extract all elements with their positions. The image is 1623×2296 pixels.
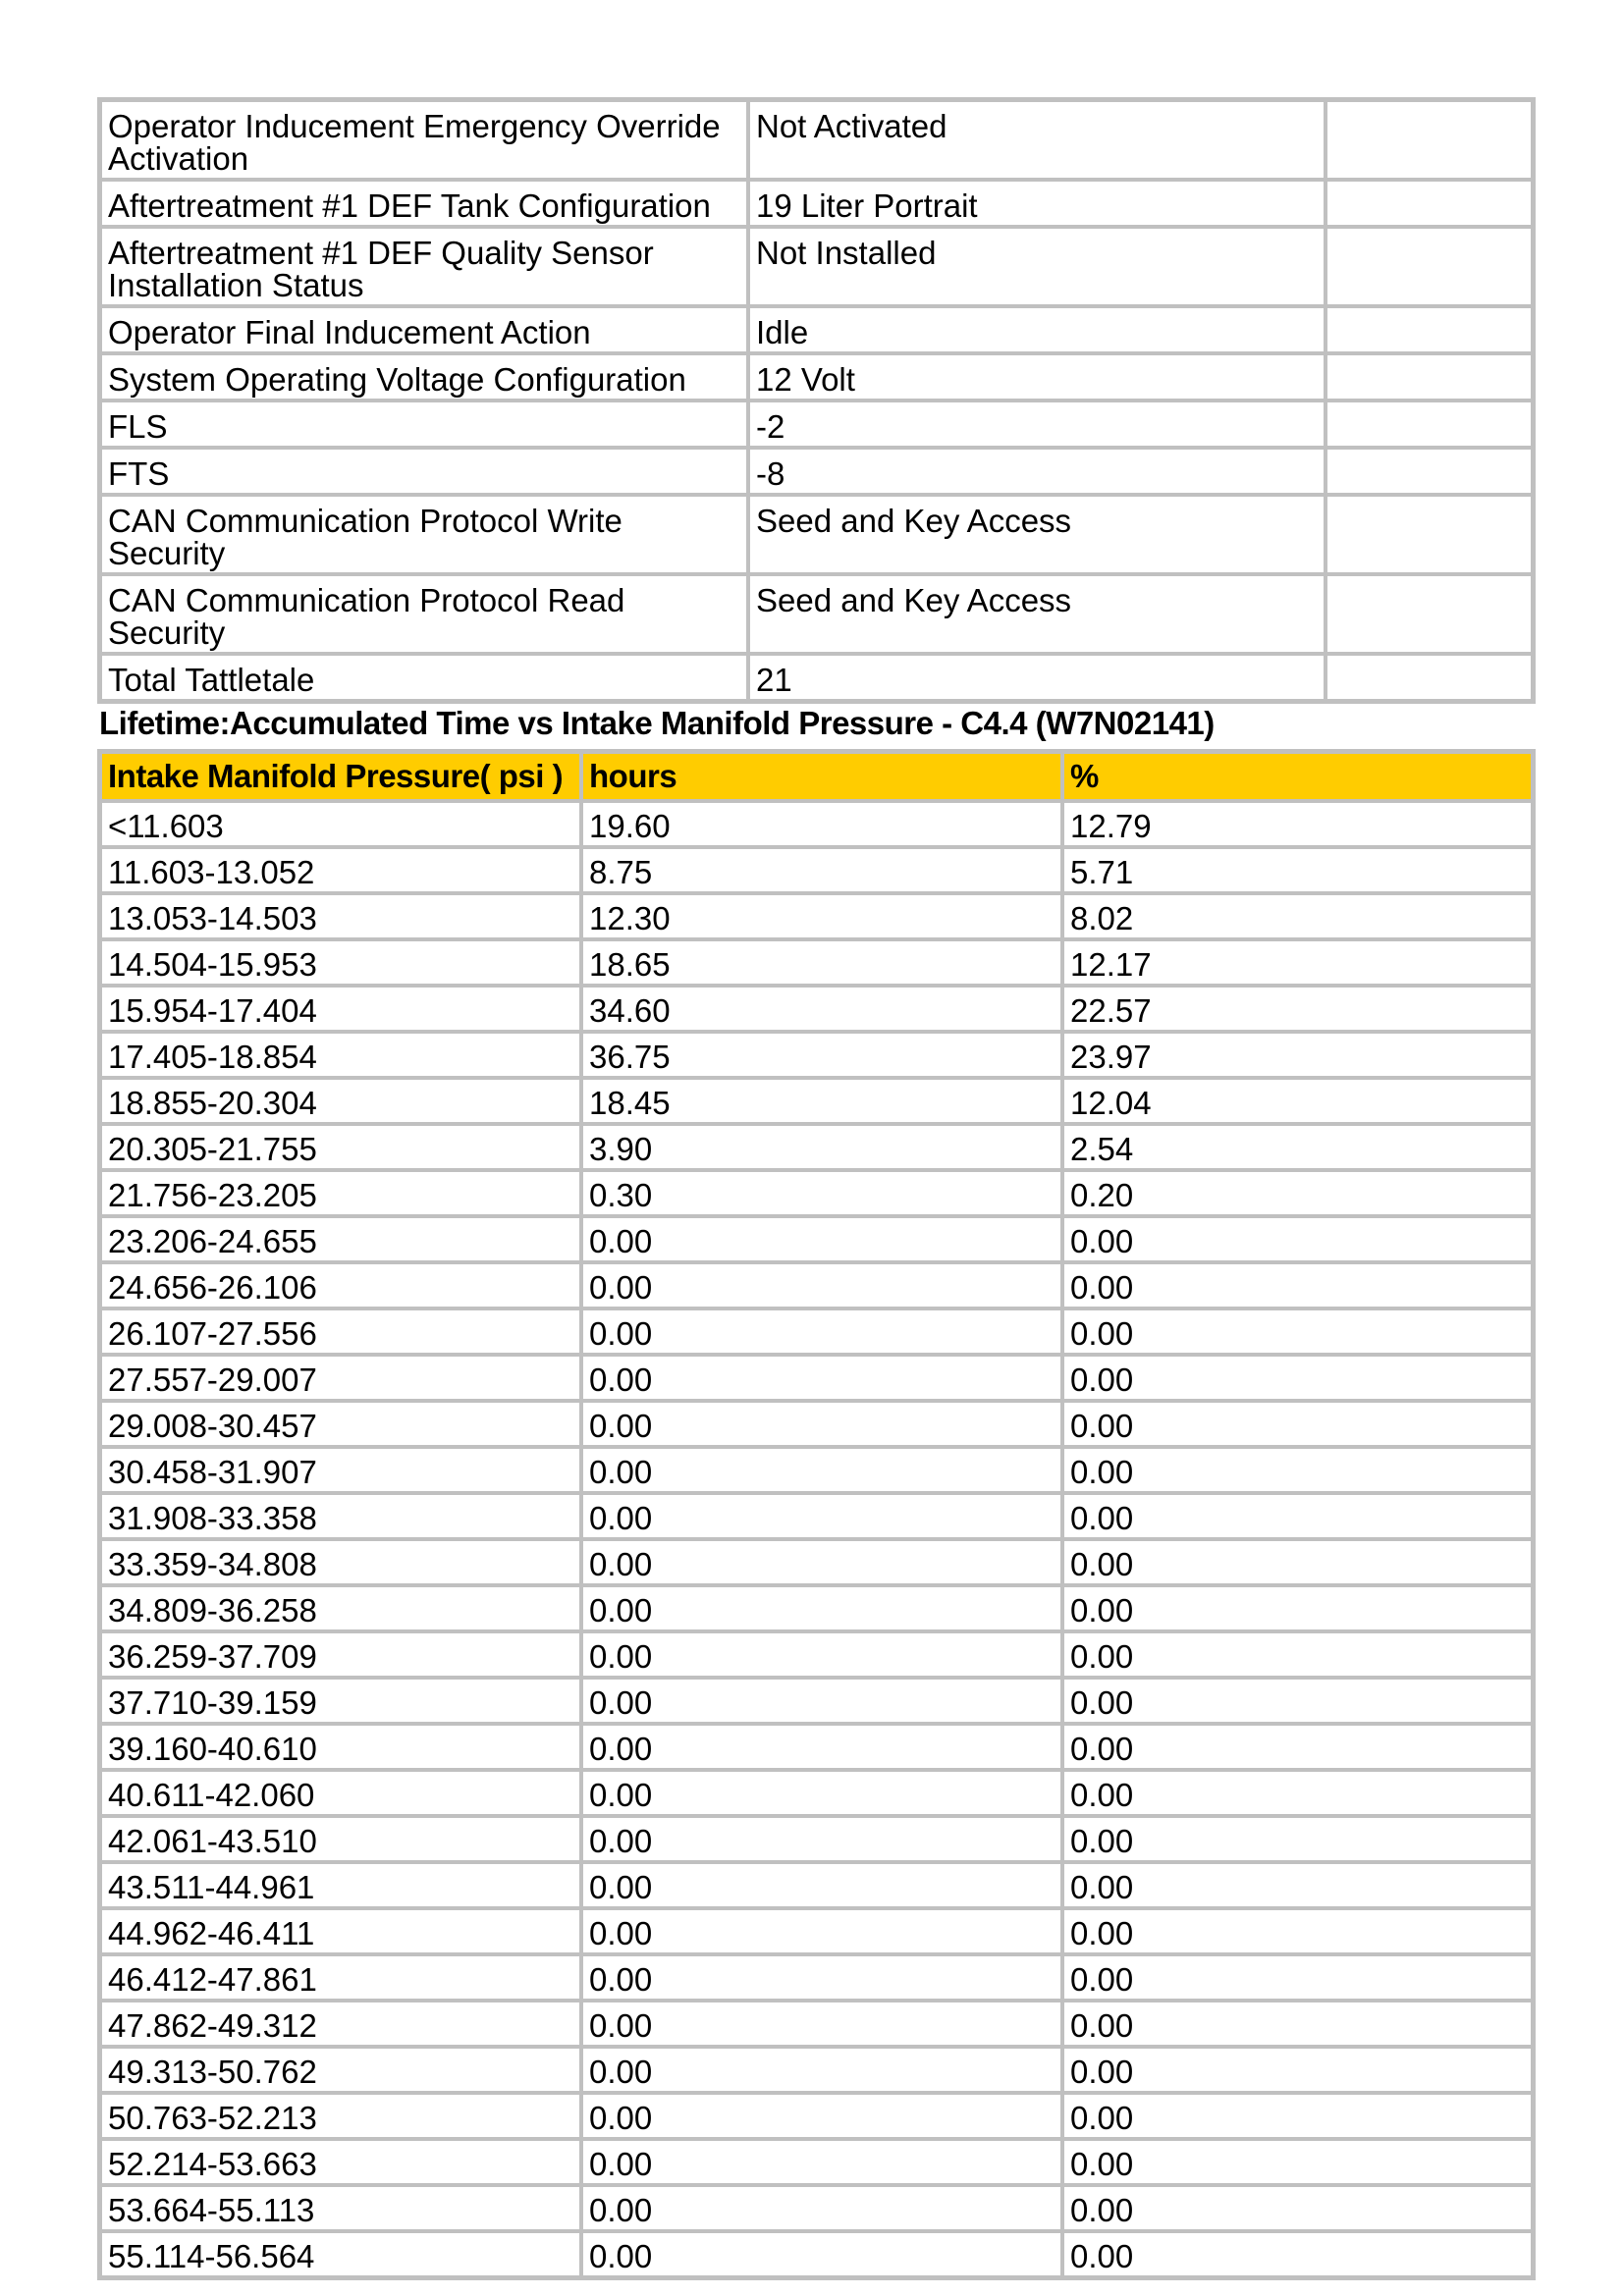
config-label: CAN Communication Protocol Read Security (100, 574, 748, 654)
config-extra (1325, 448, 1533, 495)
config-extra (1325, 306, 1533, 353)
pressure-range-cell: 44.962-46.411 (100, 1908, 581, 1954)
table-row (100, 1355, 1533, 1401)
column-header-pressure: Intake Manifold Pressure( psi ) (100, 752, 581, 801)
table-row (100, 1032, 1533, 1078)
hours-cell: 12.30 (581, 893, 1062, 939)
table-row (100, 1816, 1533, 1862)
config-label: FTS (100, 448, 748, 495)
percent-cell: 23.97 (1062, 1032, 1533, 1078)
hours-cell: 0.00 (581, 1216, 1062, 1262)
pressure-range-cell: 50.763-52.213 (100, 2093, 581, 2139)
pressure-range-cell: 53.664-55.113 (100, 2185, 581, 2231)
percent-cell: 0.00 (1062, 1539, 1533, 1585)
pressure-range-cell: 52.214-53.663 (100, 2139, 581, 2185)
config-value: 21 (748, 654, 1325, 701)
hours-cell: 0.00 (581, 2093, 1062, 2139)
pressure-range-cell: 34.809-36.258 (100, 1585, 581, 1631)
config-extra (1325, 227, 1533, 306)
percent-cell: 8.02 (1062, 893, 1533, 939)
pressure-range-cell: 26.107-27.556 (100, 1308, 581, 1355)
config-label: Operator Inducement Emergency Override Activation (100, 100, 748, 180)
percent-cell: 0.00 (1062, 1262, 1533, 1308)
pressure-range-cell: 39.160-40.610 (100, 1724, 581, 1770)
config-value: 12 Volt (748, 353, 1325, 400)
pressure-range-cell: 33.359-34.808 (100, 1539, 581, 1585)
config-row (100, 400, 1533, 448)
pressure-range-cell: 14.504-15.953 (100, 939, 581, 986)
hours-cell: 0.00 (581, 1401, 1062, 1447)
pressure-range-cell: 42.061-43.510 (100, 1816, 581, 1862)
table-row (100, 1401, 1533, 1447)
table-row (100, 1262, 1533, 1308)
pressure-range-cell: 23.206-24.655 (100, 1216, 581, 1262)
config-label: FLS (100, 400, 748, 448)
config-extra (1325, 180, 1533, 227)
pressure-range-cell: 43.511-44.961 (100, 1862, 581, 1908)
table-row (100, 986, 1533, 1032)
hours-cell: 0.00 (581, 1539, 1062, 1585)
pressure-range-cell: 24.656-26.106 (100, 1262, 581, 1308)
table-row (100, 1724, 1533, 1770)
hours-cell: 0.00 (581, 2047, 1062, 2093)
config-value: Not Activated (748, 100, 1325, 180)
table-row (100, 1078, 1533, 1124)
hours-cell: 3.90 (581, 1124, 1062, 1170)
table-row (100, 1447, 1533, 1493)
hours-cell: 18.45 (581, 1078, 1062, 1124)
config-value: Seed and Key Access (748, 495, 1325, 574)
hours-cell: 0.00 (581, 2185, 1062, 2231)
config-label: System Operating Voltage Configuration (100, 353, 748, 400)
percent-cell: 12.17 (1062, 939, 1533, 986)
percent-cell: 0.00 (1062, 2139, 1533, 2185)
table-row (100, 1585, 1533, 1631)
table-row (100, 1862, 1533, 1908)
config-value: Not Installed (748, 227, 1325, 306)
config-row (100, 448, 1533, 495)
hours-cell: 8.75 (581, 847, 1062, 893)
config-table (97, 97, 1536, 704)
percent-cell: 0.00 (1062, 1401, 1533, 1447)
pressure-range-cell: 20.305-21.755 (100, 1124, 581, 1170)
config-value: -2 (748, 400, 1325, 448)
config-extra (1325, 574, 1533, 654)
percent-cell: 0.00 (1062, 2093, 1533, 2139)
section-title: Lifetime:Accumulated Time vs Intake Manifold Pressure - C4.4 (W7N02141) (99, 705, 1215, 741)
hours-cell: 0.30 (581, 1170, 1062, 1216)
hours-cell: 0.00 (581, 1262, 1062, 1308)
pressure-range-cell: 30.458-31.907 (100, 1447, 581, 1493)
pressure-range-cell: 31.908-33.358 (100, 1493, 581, 1539)
percent-cell: 0.00 (1062, 1908, 1533, 1954)
pressure-range-cell: 36.259-37.709 (100, 1631, 581, 1678)
config-row (100, 353, 1533, 400)
percent-cell: 12.04 (1062, 1078, 1533, 1124)
hours-cell: 0.00 (581, 1816, 1062, 1862)
table-row (100, 1770, 1533, 1816)
config-row (100, 654, 1533, 701)
hours-cell: 0.00 (581, 1954, 1062, 2001)
table-row (100, 2001, 1533, 2047)
table-row (100, 893, 1533, 939)
config-value: Seed and Key Access (748, 574, 1325, 654)
table-row (100, 1308, 1533, 1355)
pressure-range-cell: 21.756-23.205 (100, 1170, 581, 1216)
hours-cell: 0.00 (581, 1908, 1062, 1954)
table-row (100, 2231, 1533, 2277)
config-extra (1325, 353, 1533, 400)
hours-cell: 18.65 (581, 939, 1062, 986)
percent-cell: 0.20 (1062, 1170, 1533, 1216)
hours-cell: 0.00 (581, 1862, 1062, 1908)
percent-cell: 0.00 (1062, 1724, 1533, 1770)
pressure-range-cell: 11.603-13.052 (100, 847, 581, 893)
table-row (100, 2139, 1533, 2185)
table-row (100, 2093, 1533, 2139)
config-row (100, 100, 1533, 180)
intake-manifold-pressure-table (97, 749, 1536, 2280)
config-row (100, 227, 1533, 306)
percent-cell: 0.00 (1062, 1631, 1533, 1678)
pressure-table-body (100, 801, 1533, 2277)
config-label: Total Tattletale (100, 654, 748, 701)
hours-cell: 0.00 (581, 2231, 1062, 2277)
percent-cell: 0.00 (1062, 2231, 1533, 2277)
table-row (100, 801, 1533, 847)
config-extra (1325, 654, 1533, 701)
hours-cell: 0.00 (581, 1770, 1062, 1816)
hours-cell: 0.00 (581, 2001, 1062, 2047)
config-value: Idle (748, 306, 1325, 353)
hours-cell: 19.60 (581, 801, 1062, 847)
config-value: -8 (748, 448, 1325, 495)
config-extra (1325, 100, 1533, 180)
percent-cell: 2.54 (1062, 1124, 1533, 1170)
percent-cell: 0.00 (1062, 1954, 1533, 2001)
percent-cell: 0.00 (1062, 2001, 1533, 2047)
hours-cell: 0.00 (581, 1678, 1062, 1724)
config-label: Aftertreatment #1 DEF Quality Sensor Installation Status (100, 227, 748, 306)
table-row (100, 1678, 1533, 1724)
table-row (100, 939, 1533, 986)
hours-cell: 0.00 (581, 1724, 1062, 1770)
config-row (100, 180, 1533, 227)
table-row (100, 1124, 1533, 1170)
table-row (100, 1908, 1533, 1954)
config-row (100, 495, 1533, 574)
percent-cell: 0.00 (1062, 1678, 1533, 1724)
hours-cell: 0.00 (581, 1447, 1062, 1493)
pressure-range-cell: 55.114-56.564 (100, 2231, 581, 2277)
pressure-range-cell: 47.862-49.312 (100, 2001, 581, 2047)
pressure-range-cell: 29.008-30.457 (100, 1401, 581, 1447)
pressure-range-cell: 37.710-39.159 (100, 1678, 581, 1724)
pressure-range-cell: 17.405-18.854 (100, 1032, 581, 1078)
pressure-range-cell: 49.313-50.762 (100, 2047, 581, 2093)
table-row (100, 2185, 1533, 2231)
hours-cell: 0.00 (581, 2139, 1062, 2185)
config-label: Aftertreatment #1 DEF Tank Configuration (100, 180, 748, 227)
percent-cell: 0.00 (1062, 1493, 1533, 1539)
percent-cell: 0.00 (1062, 1447, 1533, 1493)
hours-cell: 36.75 (581, 1032, 1062, 1078)
table-row (100, 1539, 1533, 1585)
column-header-percent: % (1062, 752, 1533, 801)
table-row (100, 847, 1533, 893)
hours-cell: 0.00 (581, 1308, 1062, 1355)
pressure-range-cell: 40.611-42.060 (100, 1770, 581, 1816)
config-row (100, 306, 1533, 353)
table-row (100, 1216, 1533, 1262)
percent-cell: 0.00 (1062, 2185, 1533, 2231)
hours-cell: 0.00 (581, 1355, 1062, 1401)
table-row (100, 1493, 1533, 1539)
pressure-range-cell: <11.603 (100, 801, 581, 847)
hours-cell: 0.00 (581, 1631, 1062, 1678)
config-extra (1325, 400, 1533, 448)
column-header-hours: hours (581, 752, 1062, 801)
table-header-row (100, 752, 1533, 801)
pressure-range-cell: 46.412-47.861 (100, 1954, 581, 2001)
table-row (100, 2047, 1533, 2093)
percent-cell: 0.00 (1062, 1355, 1533, 1401)
hours-cell: 0.00 (581, 1493, 1062, 1539)
hours-cell: 0.00 (581, 1585, 1062, 1631)
config-label: CAN Communication Protocol Write Security (100, 495, 748, 574)
pressure-range-cell: 18.855-20.304 (100, 1078, 581, 1124)
percent-cell: 0.00 (1062, 1216, 1533, 1262)
config-label: Operator Final Inducement Action (100, 306, 748, 353)
table-row (100, 1170, 1533, 1216)
pressure-range-cell: 13.053-14.503 (100, 893, 581, 939)
percent-cell: 12.79 (1062, 801, 1533, 847)
hours-cell: 34.60 (581, 986, 1062, 1032)
percent-cell: 22.57 (1062, 986, 1533, 1032)
config-table-body (100, 100, 1533, 701)
config-extra (1325, 495, 1533, 574)
pressure-range-cell: 15.954-17.404 (100, 986, 581, 1032)
percent-cell: 0.00 (1062, 1862, 1533, 1908)
config-value: 19 Liter Portrait (748, 180, 1325, 227)
percent-cell: 5.71 (1062, 847, 1533, 893)
table-row (100, 1954, 1533, 2001)
percent-cell: 0.00 (1062, 2047, 1533, 2093)
percent-cell: 0.00 (1062, 1816, 1533, 1862)
percent-cell: 0.00 (1062, 1585, 1533, 1631)
config-row (100, 574, 1533, 654)
percent-cell: 0.00 (1062, 1770, 1533, 1816)
pressure-range-cell: 27.557-29.007 (100, 1355, 581, 1401)
percent-cell: 0.00 (1062, 1308, 1533, 1355)
table-row (100, 1631, 1533, 1678)
